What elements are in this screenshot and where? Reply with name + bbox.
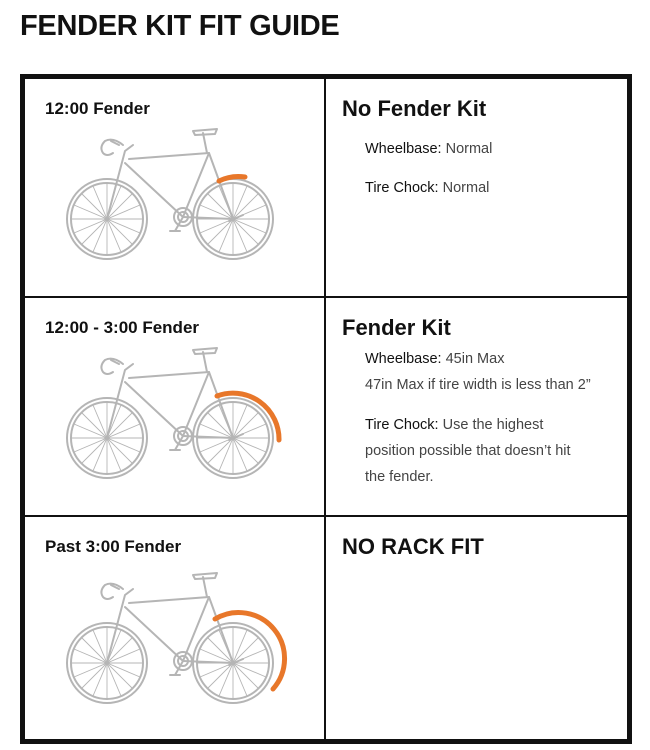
- page-title: FENDER KIT FIT GUIDE: [20, 10, 340, 42]
- bike-outline: [67, 348, 273, 478]
- tire-chock-value: Normal: [442, 180, 490, 196]
- fender-position-label: 12:00 Fender: [45, 99, 150, 118]
- tire-chock-label: Tire Chock:: [365, 180, 439, 196]
- bike-illustration: [59, 567, 289, 717]
- wheelbase-label: Wheelbase:: [365, 141, 442, 157]
- wheelbase-spec: [365, 136, 492, 162]
- fender-position-cell: [25, 298, 326, 517]
- tire-chock-spec: [365, 412, 571, 490]
- kit-title: Fender Kit: [342, 315, 451, 340]
- fender-position-label: Past 3:00 Fender: [45, 537, 182, 556]
- fender-position-cell: [25, 517, 326, 739]
- bike-outline: [67, 129, 273, 259]
- kit-title: NO RACK FIT: [342, 534, 484, 559]
- wheelbase-value: Normal: [445, 141, 493, 157]
- kit-info-cell: [326, 298, 627, 517]
- fender-position-cell: [25, 79, 326, 298]
- kit-title: No Fender Kit: [342, 96, 487, 121]
- tire-chock-value-line: position possible that doesn’t hit: [365, 443, 571, 459]
- tire-chock-label: Tire Chock:: [365, 417, 439, 433]
- fender-position-label: 12:00 - 3:00 Fender: [45, 318, 200, 337]
- kit-info-cell: [326, 517, 627, 739]
- wheelbase-value: 45in Max: [445, 351, 505, 367]
- kit-info-cell: [326, 79, 627, 298]
- fit-guide-table: [20, 74, 632, 744]
- tire-chock-spec: [365, 175, 489, 201]
- wheelbase-spec: [365, 346, 591, 398]
- wheelbase-label: Wheelbase:: [365, 351, 442, 367]
- tire-chock-value: Use the highest: [442, 417, 544, 433]
- bike-illustration: [59, 123, 289, 273]
- bike-outline: [67, 573, 273, 703]
- wheelbase-note: 47in Max if tire width is less than 2”: [365, 377, 591, 393]
- bike-illustration: [59, 342, 289, 492]
- tire-chock-value-line: the fender.: [365, 469, 434, 485]
